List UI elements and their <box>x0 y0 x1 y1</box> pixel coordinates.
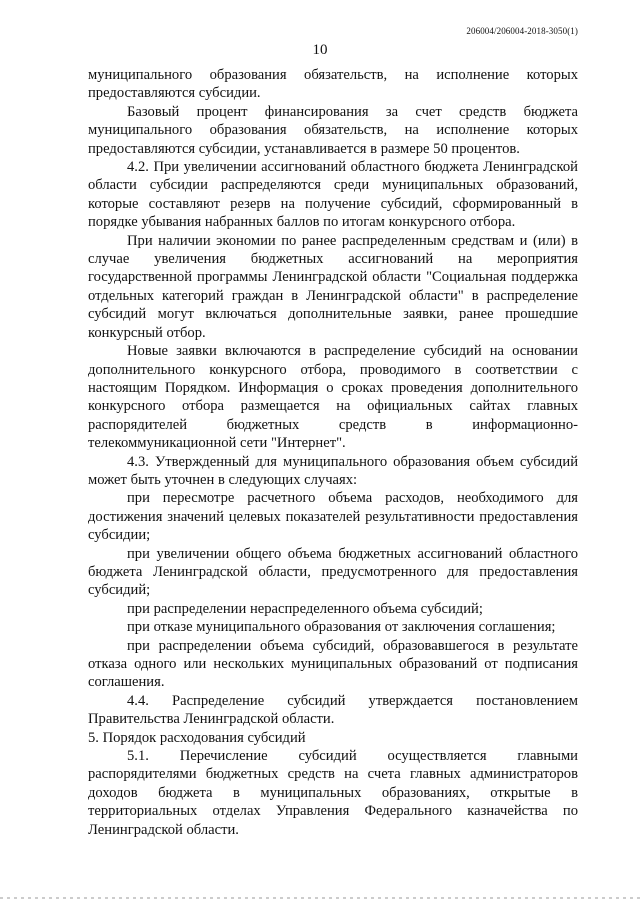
paragraph: 4.4. Распределение субсидий утверждается постановлением Правительства Ленинградской области. <box>88 692 578 728</box>
paragraph: при увеличении общего объема бюджетных ассигнований областного бюджета Ленинградской области, предусмотренного для предоставления субсидий; <box>88 545 578 599</box>
page-number: 10 <box>312 42 328 58</box>
paragraph: 5.1. Перечисление субсидий осуществляется главными распорядителями бюджетных средств на счета главных администраторов доходов бюджета в муниципальных образованиях, открытые в территориальных отделах Управления Федерального казначейства по Ленинградской области. <box>88 748 578 838</box>
paragraph: Базовый процент финансирования за счет средств бюджета муниципального образования обязательств, на исполнение которых предоставляются субсидии, устанавливается в размере 50 процентов. <box>88 103 578 157</box>
paragraph: при распределении нераспределенного объема субсидий; <box>127 600 483 617</box>
scan-edge-divider <box>0 897 640 899</box>
document-id: 206004/206004-2018-3050(1) <box>466 26 578 36</box>
paragraph: 4.3. Утвержденный для муниципального образования объем субсидий может быть уточнен в следующих случаях: <box>88 453 578 488</box>
paragraph: При наличии экономии по ранее распределенным средствам и (или) в случае увеличения бюджетных ассигнований на мероприятия государственной программы Ленинградской области "Социальная поддержка отдельных категорий граждан в Ленинградской области" в распределение субсидий могут включаться дополнительные заявки, ранее прошедшие конкурсный отбор. <box>88 232 578 341</box>
paragraph: муниципального образования обязательств, на исполнение которых предоставляются субсидии. <box>88 67 578 102</box>
section-heading: 5. Порядок расходования субсидий <box>88 729 306 746</box>
paragraph: при отказе муниципального образования от заключения соглашения; <box>127 619 556 636</box>
paragraph: при пересмотре расчетного объема расходов, необходимого для достижения значений целевых показателей результативности предоставления субсидии; <box>88 490 578 544</box>
paragraph: Новые заявки включаются в распределение субсидий на основании дополнительного конкурсного отбора, проводимого в соответствии с настоящим Порядком. Информация о сроках проведения дополнительного конкурсного отбора размещается на официальных сайтах главных распорядителей бюджетных средств в информационно-телекоммуникационной сети "Интернет". <box>88 343 578 452</box>
document-body <box>88 66 578 839</box>
paragraph: при распределении объема субсидий, образовавшегося в результате отказа одного или нескольких муниципальных образований от подписания соглашения. <box>88 637 578 691</box>
paragraph: 4.2. При увеличении ассигнований областного бюджета Ленинградской области субсидии распределяются среди муниципальных образований, которые составляют резерв на получение субсидий, сформированный в порядке убывания набранных баллов по итогам конкурсного отбора. <box>88 159 578 231</box>
